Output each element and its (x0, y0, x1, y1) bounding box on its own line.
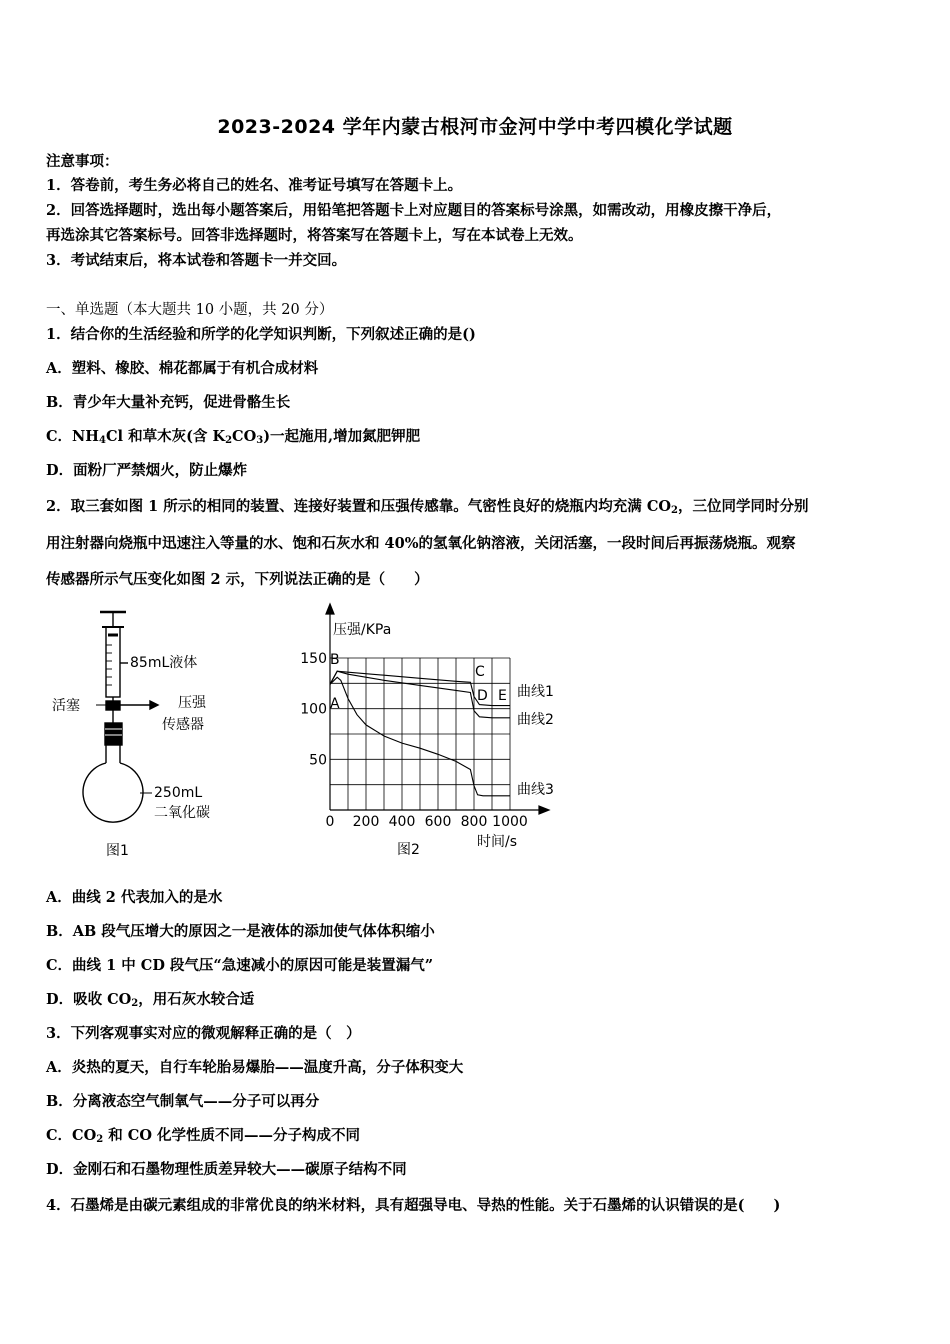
x-tick-label: 200 (352, 814, 380, 830)
point-label-b: B (330, 652, 340, 668)
q2-stem-text-2: ，三位同学同时分别 (677, 498, 809, 515)
x-tick-label: 400 (388, 814, 416, 830)
label-valve: 活塞 (52, 698, 80, 714)
x-tick-label: 0 (325, 814, 335, 830)
y-axis-arrow (326, 604, 334, 614)
x-axis-label: 时间/s (477, 834, 518, 850)
notice-heading: 注意事项： (46, 153, 119, 170)
q1-c-text-4: )一起施用,增加氮肥钾肥 (263, 428, 421, 445)
q3-option-b: B．分离液态空气制氧气——分子可以再分 (46, 1093, 320, 1110)
q2-option-b: B．AB 段气压增大的原因之一是液体的添加使气体体积缩小 (46, 923, 435, 940)
q2-stem-line-1 (46, 497, 808, 521)
x-tick-label: 1000 (492, 814, 528, 830)
label-co2: 二氧化碳 (154, 805, 210, 821)
q3-option-a: A．炎热的夏天，自行车轮胎易爆胎——温度升高，分子体积变大 (46, 1059, 464, 1076)
q2-d-sub: 2 (131, 998, 139, 1009)
point-label-a: A (330, 696, 340, 712)
y-axis-label: 压强/KPa (333, 622, 392, 638)
q1-option-a: A．塑料、橡胶、棉花都属于有机合成材料 (46, 360, 319, 377)
y-tick-label: 150 (300, 651, 327, 667)
x-tick-label: 600 (424, 814, 452, 830)
q3-c-sub: 2 (96, 1134, 104, 1145)
q1-c-sub-3: 3 (256, 435, 264, 446)
q1-c-text-2: Cl 和草木灰(含 K (105, 428, 226, 445)
q1-c-text-3: CO (232, 428, 257, 445)
x-axis-arrow (539, 806, 549, 814)
label-sensor: 传感器 (162, 717, 204, 733)
q2-stem-line-2: 用注射器向烧瓶中迅速注入等量的水、饱和石灰水和 40%的氢氧化钠溶液，关闭活塞，一段时间后再振荡烧瓶。观察 (46, 535, 796, 552)
q1-option-b: B．青少年大量补充钙，促进骨骼生长 (46, 394, 291, 411)
notice-item-2-cont: 再选涂其它答案标号。回答非选择题时，将答案写在答题卡上，写在本试卷上无效。 (46, 227, 583, 244)
q1-c-text-1: C．NH (46, 428, 99, 445)
q1-c-sub-1: 4 (99, 435, 106, 446)
label-85ml-liquid: 85mL液体 (130, 655, 198, 671)
q2-stem-text-1: 2．取三套如图 1 所示的相同的装置、连接好装置和压强传感靠。气密性良好的烧瓶内均充满 CO (46, 498, 671, 515)
q1-c-sub-2: 2 (225, 435, 233, 446)
point-label-c: C (475, 664, 485, 680)
notice-item-1: 1．答卷前，考生务必将自己的姓名、准考证号填写在答题卡上。 (46, 177, 463, 194)
q1-option-d: D．面粉厂严禁烟火，防止爆炸 (46, 462, 248, 479)
q1-stem: 1．结合你的生活经验和所学的化学知识判断，下列叙述正确的是() (46, 326, 476, 343)
q4-stem: 4．石墨烯是由碳元素组成的非常优良的纳米材料，具有超强导电、导热的性能。关于石墨烯的认识错误的是( ) (46, 1197, 781, 1214)
figure-2-caption: 图2 (397, 842, 420, 858)
legend-label-3: 曲线3 (517, 782, 554, 798)
q2-d-text-1: D．吸收 CO (46, 991, 132, 1008)
q3-stem: 3．下列客观事实对应的微观解释正确的是（ ） (46, 1025, 361, 1042)
legend-label-2: 曲线2 (517, 712, 554, 728)
q2-d-text-2: ，用石灰水较合适 (138, 991, 255, 1008)
point-label-e: E (498, 688, 507, 704)
q2-stem-sub: 2 (671, 505, 678, 516)
figure-2-pressure-chart (295, 600, 575, 862)
label-pressure: 压强 (178, 695, 206, 711)
section-heading: 一、单选题（本大题共 10 小题，共 20 分） (46, 302, 334, 318)
point-label-d: D (477, 688, 488, 704)
q3-c-text-2: 和 CO 化学性质不同——分子构成不同 (103, 1127, 361, 1144)
q1-option-c (46, 427, 420, 451)
label-250ml: 250mL (154, 785, 203, 801)
y-tick-label: 100 (300, 701, 327, 718)
q2-stem-line-3: 传感器所示气压变化如图 2 示，下列说法正确的是（ ） (46, 571, 429, 588)
y-tick-label: 50 (309, 752, 327, 769)
q3-c-text-1: C．CO (46, 1127, 97, 1144)
page-title: 2023-2024 学年内蒙古根河市金河中学中考四模化学试题 (217, 116, 733, 138)
notice-item-3: 3．考试结束后，将本试卷和答题卡一并交回。 (46, 252, 347, 269)
q2-option-c: C．曲线 1 中 CD 段气压“急速减小的原因可能是装置漏气” (46, 957, 434, 974)
legend-label-1: 曲线1 (517, 684, 554, 700)
notice-item-2: 2．回答选择题时，选出每小题答案后，用铅笔把答题卡上对应题目的答案标号涂黑，如需改动，用橡皮擦干净后， (46, 202, 782, 219)
q2-option-d (46, 990, 254, 1014)
q3-option-d: D．金刚石和石墨物理性质差异较大——碳原子结构不同 (46, 1161, 407, 1178)
q3-option-c (46, 1126, 360, 1150)
figure-1-apparatus (48, 605, 248, 867)
figure-1-caption: 图1 (106, 843, 129, 859)
x-tick-label: 800 (460, 814, 488, 830)
q2-option-a: A．曲线 2 代表加入的是水 (46, 889, 223, 906)
